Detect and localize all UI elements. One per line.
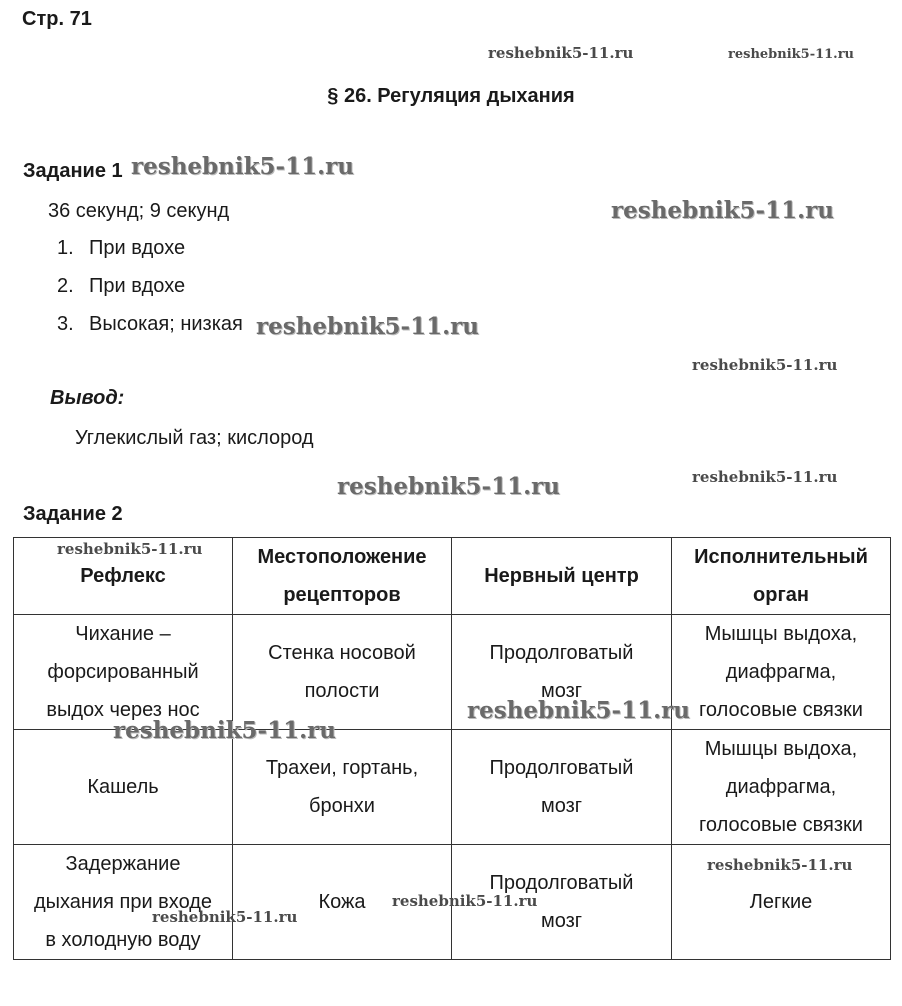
table-cell-text: Стенка носовой полости: [268, 642, 416, 702]
watermark: reshebnik5-11.ru: [152, 908, 298, 926]
table-row: [14, 615, 891, 730]
table-cell-text: Задержание дыхания при входе в холодную воду: [33, 853, 213, 951]
table-cell: [14, 845, 233, 960]
watermark: reshebnik5-11.ru: [707, 856, 853, 874]
table-row: [14, 730, 891, 845]
table-cell-text: Мышцы выдоха, диафрагма, голосовые связки: [699, 738, 863, 836]
table-cell-text: Кашель: [87, 776, 159, 798]
watermark: reshebnik5-11.ru: [611, 197, 834, 224]
table-header-text: Нервный центр: [484, 565, 639, 587]
table-cell: [672, 615, 891, 730]
task1-line: 36 секунд; 9 секунд: [48, 200, 230, 222]
table-header-text: Местоположение рецепторов: [257, 546, 427, 606]
list-item: [57, 275, 185, 298]
watermark: reshebnik5-11.ru: [256, 313, 479, 340]
table-cell: [14, 730, 233, 845]
list-item-text: Высокая; низкая: [89, 313, 243, 335]
list-item-text: При вдохе: [89, 275, 186, 297]
watermark: reshebnik5-11.ru: [467, 697, 690, 724]
list-item-number: 3.: [57, 313, 74, 335]
watermark: reshebnik5-11.ru: [131, 153, 354, 180]
watermark: reshebnik5-11.ru: [488, 44, 634, 62]
table-cell-text: Продолговатый мозг: [489, 642, 634, 702]
table-cell-text: Продолговатый мозг: [489, 872, 634, 932]
list-item-text: При вдохе: [89, 237, 186, 259]
table-cell-text: Кожа: [318, 891, 366, 913]
watermark: reshebnik5-11.ru: [692, 356, 838, 374]
table-cell-text: Продолговатый мозг: [489, 757, 634, 817]
watermark: reshebnik5-11.ru: [337, 473, 560, 500]
watermark: reshebnik5-11.ru: [392, 892, 538, 910]
table-cell-text: Мышцы выдоха, диафрагма, голосовые связки: [699, 623, 863, 721]
watermark: reshebnik5-11.ru: [728, 47, 855, 62]
table-header-cell: [672, 538, 891, 615]
task2-title: Задание 2: [23, 503, 123, 525]
task1-title: Задание 1: [23, 160, 123, 182]
watermark: reshebnik5-11.ru: [113, 717, 336, 744]
table-cell-text: Трахеи, гортань, бронхи: [265, 757, 419, 817]
table-header-cell: [233, 538, 452, 615]
table-cell-text: Легкие: [749, 891, 813, 913]
page-number: Стр. 71: [22, 8, 92, 30]
table-cell: [233, 730, 452, 845]
list-item: [57, 313, 243, 336]
conclusion-text: Углекислый газ; кислород: [75, 427, 314, 449]
table-cell: [14, 615, 233, 730]
watermark: reshebnik5-11.ru: [57, 540, 203, 558]
table-cell: [233, 615, 452, 730]
conclusion-label: Вывод:: [50, 387, 125, 409]
table-cell: [452, 730, 672, 845]
section-title: § 26. Регуляция дыхания: [327, 85, 575, 107]
list-item: [57, 237, 185, 260]
table-cell-text: Чихание – форсированный выдох через нос: [46, 623, 200, 721]
watermark: reshebnik5-11.ru: [692, 468, 838, 486]
table-header-cell: [452, 538, 672, 615]
table-header-text: Исполнительный орган: [694, 546, 868, 606]
list-item-number: 2.: [57, 275, 74, 297]
table-header-text: Рефлекс: [80, 565, 166, 587]
table-cell: [672, 730, 891, 845]
list-item-number: 1.: [57, 237, 74, 259]
